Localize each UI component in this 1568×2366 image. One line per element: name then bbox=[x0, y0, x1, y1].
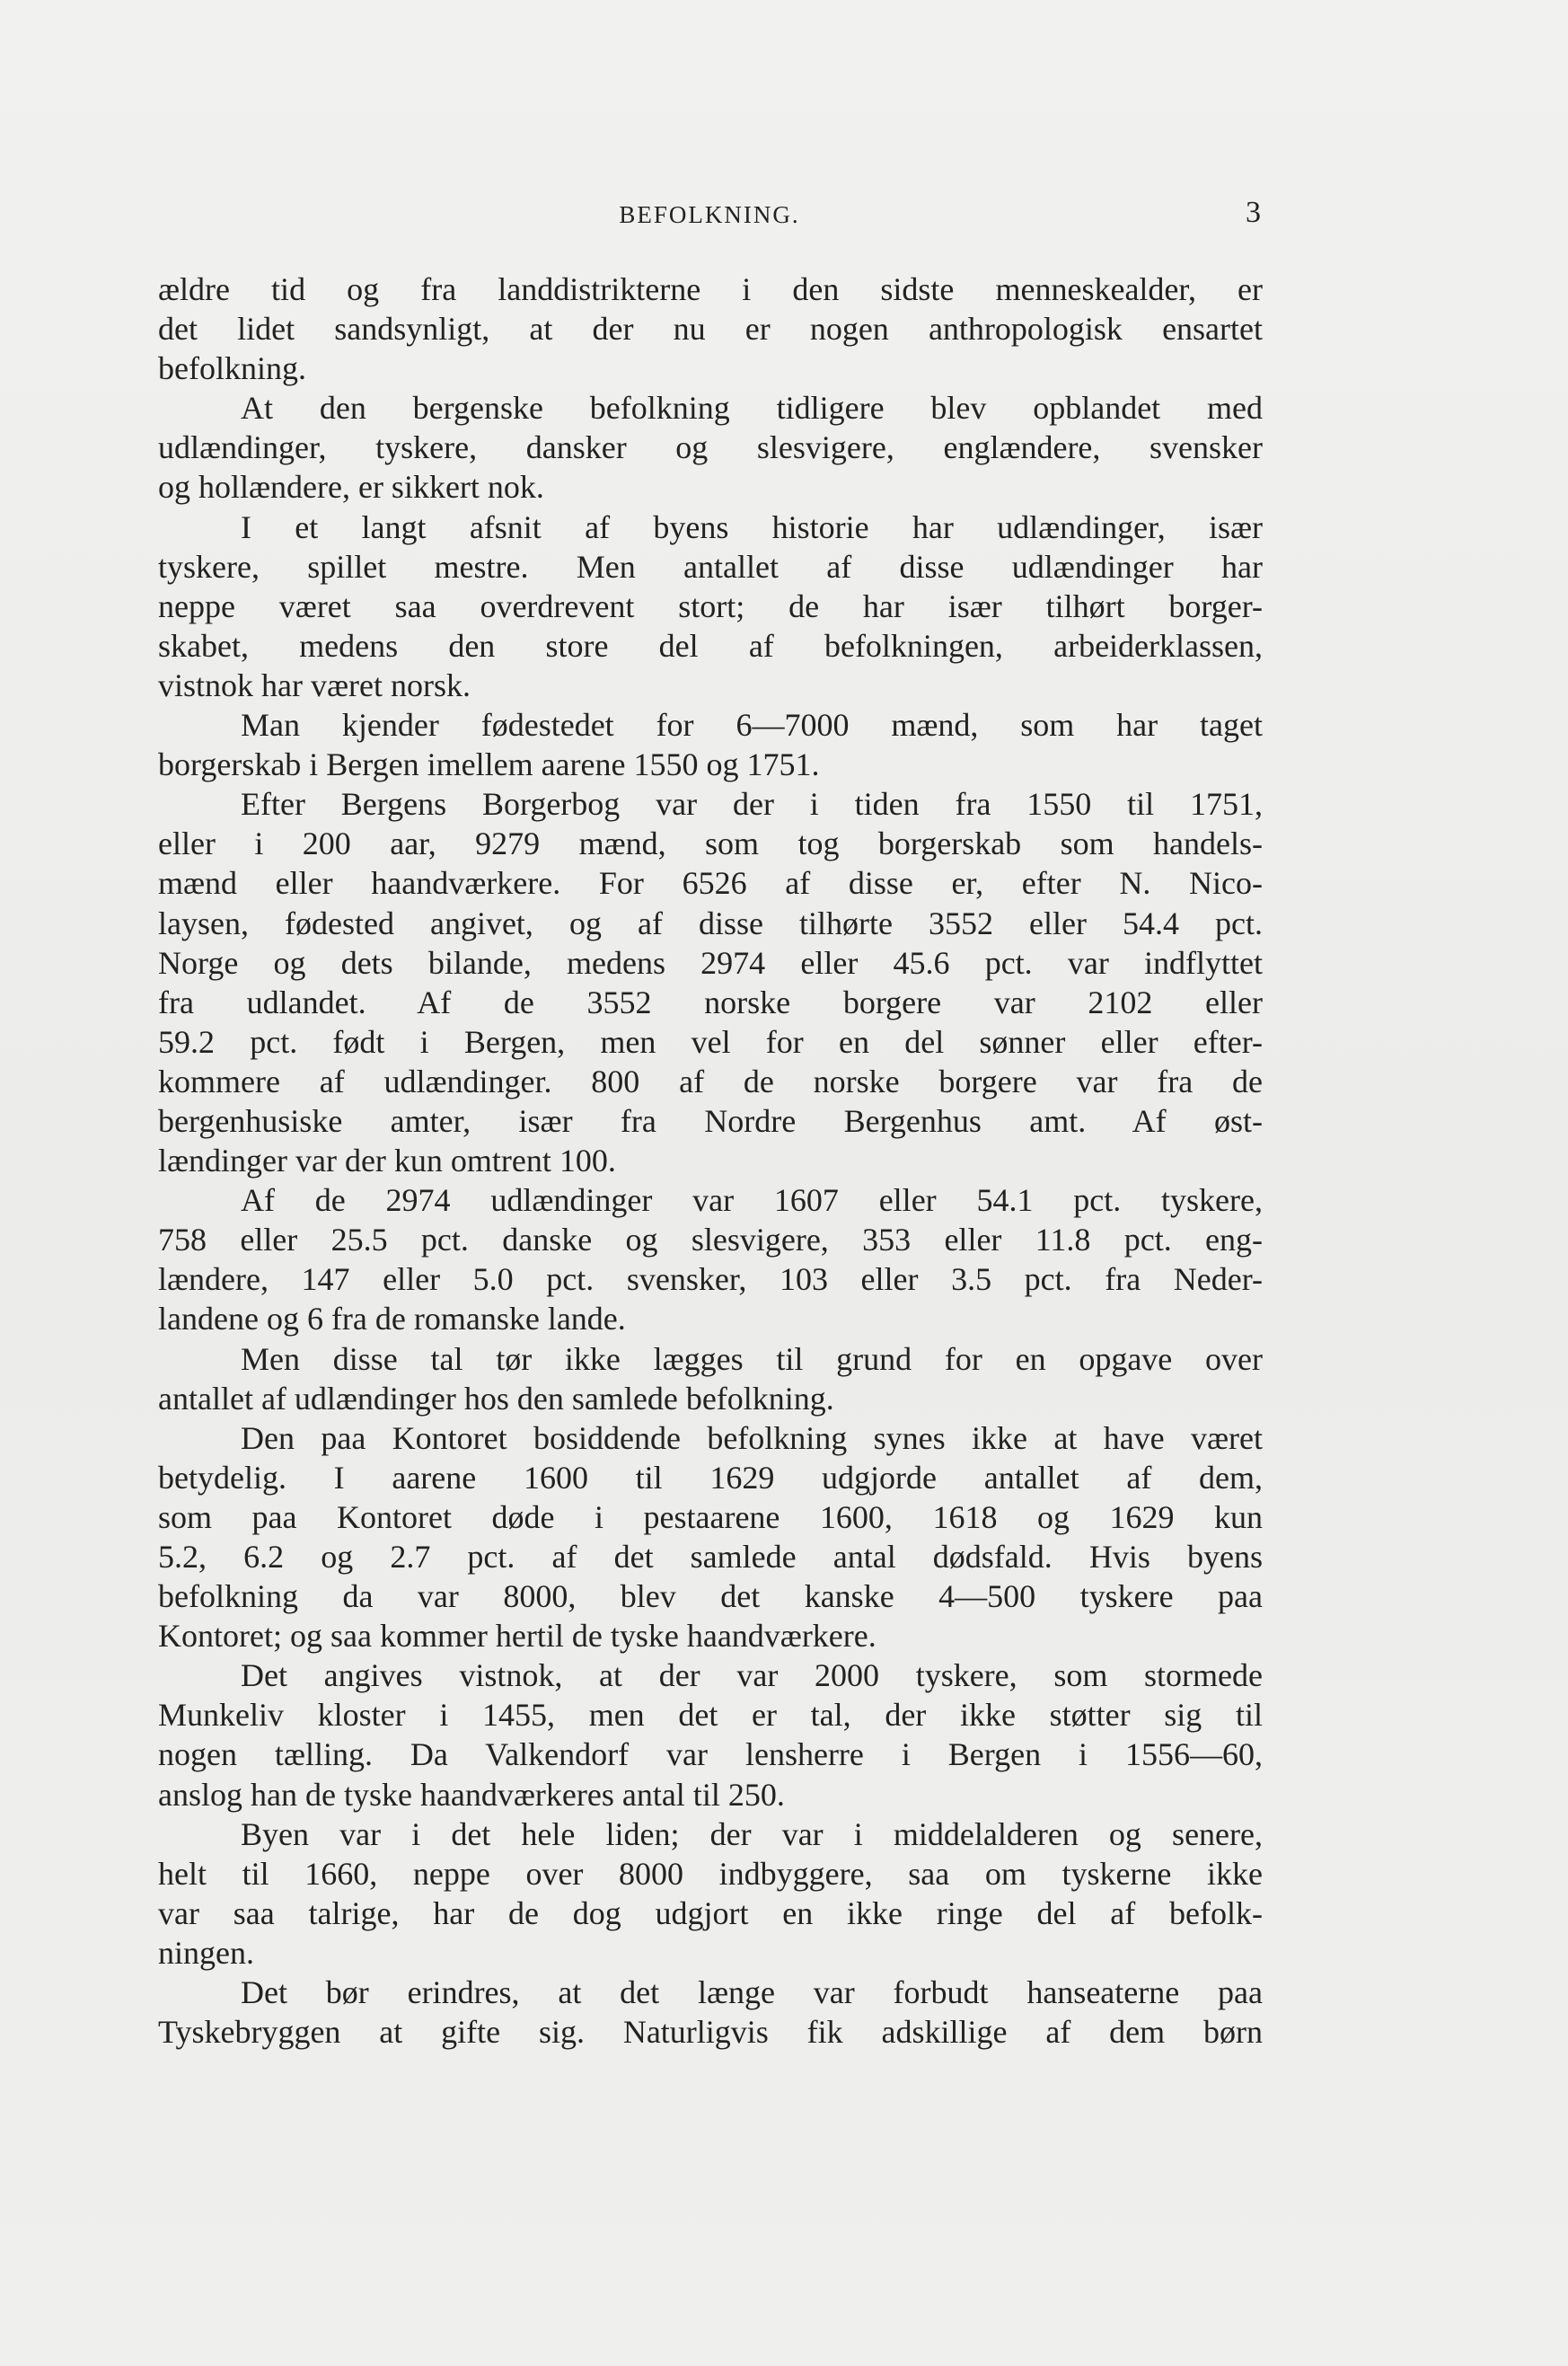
text-line: befolkning da var 8000, blev det kanske 4—500 tyskere paa bbox=[158, 1578, 1263, 1615]
text-line: anslog han de tyske haandværkeres antal til 250. bbox=[158, 1776, 785, 1813]
text-line: Man kjender fødestedet for 6—7000 mænd, som har taget bbox=[241, 707, 1263, 744]
text-line: udlændinger, tyskere, dansker og slesvigere, englændere, svensker bbox=[158, 429, 1263, 466]
text-line: 758 eller 25.5 pct. danske og slesvigere, 353 eller 11.8 pct. eng- bbox=[158, 1222, 1263, 1258]
text-line: tyskere, spillet mestre. Men antallet af disse udlændinger har bbox=[158, 548, 1263, 585]
text-line: var saa talrige, har de dog udgjort en ikke ringe del af befolk- bbox=[158, 1894, 1263, 1931]
text-line: I et langt afsnit af byens historie har udlændinger, især bbox=[241, 508, 1263, 545]
text-line: helt til 1660, neppe over 8000 indbyggere, saa om tyskerne ikke bbox=[158, 1855, 1263, 1892]
text-line: Den paa Kontoret bosiddende befolkning synes ikke at have været bbox=[241, 1419, 1263, 1456]
text-line: lændinger var der kun omtrent 100. bbox=[158, 1143, 616, 1179]
page-number: 3 bbox=[1246, 196, 1261, 229]
text-line: Munkeliv kloster i 1455, men det er tal, der ikke støtter sig til bbox=[158, 1697, 1263, 1734]
text-line: landene og 6 fra de romanske lande. bbox=[158, 1301, 626, 1337]
body-text bbox=[158, 269, 1263, 2052]
text-line: Men disse tal tør ikke lægges til grund for en opgave over bbox=[241, 1340, 1263, 1377]
text-line: Det bør erindres, at det længe var forbudt hanseaterne paa bbox=[241, 1974, 1263, 2011]
text-line: som paa Kontoret døde i pestaarene 1600, 1618 og 1629 kun bbox=[158, 1498, 1263, 1535]
text-line: Byen var i det hele liden; der var i middelalderen og senere, bbox=[241, 1815, 1263, 1852]
text-line: kommere af udlændinger. 800 af de norske borgere var fra de bbox=[158, 1063, 1263, 1099]
text-line: fra udlandet. Af de 3552 norske borgere var 2102 eller bbox=[158, 984, 1263, 1020]
text-line: borgerskab i Bergen imellem aarene 1550 og 1751. bbox=[158, 746, 820, 783]
text-line: Det angives vistnok, at der var 2000 tyskere, som stormede bbox=[241, 1657, 1263, 1694]
text-line: befolkning. bbox=[158, 350, 306, 387]
text-line: betydelig. I aarene 1600 til 1629 udgjorde antallet af dem, bbox=[158, 1459, 1263, 1496]
text-line: Norge og dets bilande, medens 2974 eller 45.6 pct. var indflyttet bbox=[158, 944, 1263, 981]
text-line: Tyskebryggen at gifte sig. Naturligvis fik adskillige af dem børn bbox=[158, 2014, 1263, 2051]
text-line: At den bergenske befolkning tidligere blev opblandet med bbox=[241, 390, 1263, 427]
text-line: Kontoret; og saa kommer hertil de tyske haandværkere. bbox=[158, 1618, 876, 1655]
text-line: Efter Bergens Borgerbog var der i tiden fra 1550 til 1751, bbox=[241, 786, 1263, 823]
text-line: skabet, medens den store del af befolkningen, arbeiderklassen, bbox=[158, 627, 1263, 664]
text-line: antallet af udlændinger hos den samlede befolkning. bbox=[158, 1380, 834, 1417]
text-line: neppe været saa overdrevent stort; de har især tilhørt borger- bbox=[158, 587, 1263, 624]
text-line: vistnok har været norsk. bbox=[158, 667, 471, 703]
text-line: 59.2 pct. født i Bergen, men vel for en del sønner eller efter- bbox=[158, 1023, 1263, 1060]
text-line: bergenhusiske amter, især fra Nordre Bergenhus amt. Af øst- bbox=[158, 1102, 1263, 1139]
running-header bbox=[153, 196, 1266, 235]
text-line: eller i 200 aar, 9279 mænd, som tog borgerskab som handels- bbox=[158, 825, 1263, 862]
text-line: laysen, fødested angivet, og af disse tilhørte 3552 eller 54.4 pct. bbox=[158, 905, 1263, 941]
text-line: ningen. bbox=[158, 1934, 254, 1971]
text-line: Af de 2974 udlændinger var 1607 eller 54.1 pct. tyskere, bbox=[241, 1182, 1263, 1219]
text-line: lændere, 147 eller 5.0 pct. svensker, 103 eller 3.5 pct. fra Neder- bbox=[158, 1261, 1263, 1298]
text-line: 5.2, 6.2 og 2.7 pct. af det samlede antal dødsfald. Hvis byens bbox=[158, 1539, 1263, 1575]
text-line: det lidet sandsynligt, at der nu er nogen anthropologisk ensartet bbox=[158, 311, 1263, 348]
text-line: ældre tid og fra landdistrikterne i den sidste menneskealder, er bbox=[158, 271, 1263, 307]
text-line: mænd eller haandværkere. For 6526 af disse er, efter N. Nico- bbox=[158, 865, 1263, 902]
text-line: og hollændere, er sikkert nok. bbox=[158, 469, 544, 506]
running-title: BEFOLKNING. bbox=[619, 201, 800, 228]
text-line: nogen tælling. Da Valkendorf var lensherre i Bergen i 1556—60, bbox=[158, 1736, 1263, 1773]
